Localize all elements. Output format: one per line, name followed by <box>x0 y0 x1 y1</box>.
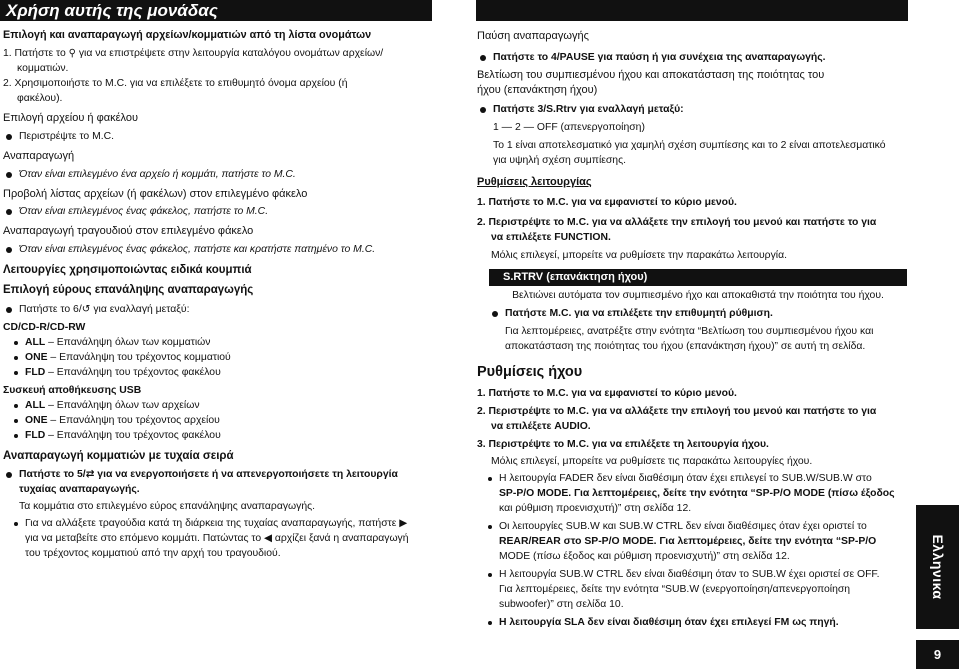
shuffle-change-cont: για να μεταβείτε στο επόμενο κομμάτι. Πατώντας το ◀ αρχίζει ξανά η αναπαραγωγή <box>25 533 409 544</box>
srtv-bar-more-1: Για λεπτομέρειες, ανατρέξτε στην ενότητα “Βελτίωση του συμπιεσμένου ήχου και <box>505 326 874 337</box>
srtv-bar-desc: Βελτιώνει αυτόματα τον συμπιεσμένο ήχο και αποκαθιστά την ποιότητα του ήχου. <box>512 290 884 301</box>
heading-select-from-list: Επιλογή και αναπαραγωγή αρχείων/κομματιών από τη λίστα ονομάτων <box>3 29 372 41</box>
audio-bullet-subw: Οι λειτουργίες SUB.W και SUB.W CTRL δεν είναι διαθέσιμες όταν έχει οριστεί το <box>477 519 907 534</box>
usb-all: ALL – Επανάληψη όλων των αρχείων <box>3 398 433 413</box>
usb-one: ONE – Επανάληψη του τρέχοντος αρχείου <box>3 413 433 428</box>
heading-playback: Αναπαραγωγή <box>3 150 75 162</box>
heading-view-list: Προβολή λίστας αρχείων (ή φακέλων) στον επιλεγμένο φάκελο <box>3 188 308 200</box>
heading-play-songs: Αναπαραγωγή τραγουδιού στον επιλεγμένο φάκελο <box>3 225 254 237</box>
srtv-bar-press: Πατήστε M.C. για να επιλέξετε την επιθυμητή ρύθμιση. <box>489 306 907 321</box>
shuffle-note: Τα κομμάτια στο επιλεγμένο εύρος επανάληψης αναπαραγωγής. <box>19 501 316 512</box>
shuffle-press-cont: τυχαίας αναπαραγωγής. <box>19 484 140 495</box>
srtv-values: 1 — 2 — OFF (απενεργοποίηση) <box>493 122 645 133</box>
shuffle-change-end: του τρέχοντος κομματιού από την αρχή του τραγουδιού. <box>25 548 281 559</box>
func-note: Μόλις επιλεγεί, μπορείτε να ρυθμίσετε την παρακάτω λειτουργία. <box>491 250 787 261</box>
heading-srtv: Βελτίωση του συμπιεσμένου ήχου και αποκατάσταση της ποιότητας του ήχου (επανάκτηση ήχου) <box>477 69 825 96</box>
shuffle-press-bullet: Πατήστε το 5/⇄ για να ενεργοποιήσετε ή να απενεργοποιήσετε τη λειτουργία <box>3 467 433 482</box>
srtv-press-bullet: Πατήστε 3/S.Rtrv για εναλλαγή μεταξύ: <box>477 102 907 117</box>
heading-function-settings: Ρυθμίσεις λειτουργίας <box>477 176 592 188</box>
srtv-desc-2: για υψηλή σχέση συμπίεσης. <box>493 155 626 166</box>
play-prev-icon: ◀ <box>263 533 272 544</box>
shuffle-change-bullet: Για να αλλάξετε τραγούδια κατά τη διάρκεια της τυχαίας αναπαραγωγής, πατήστε ▶ <box>3 516 433 531</box>
heading-shuffle: Αναπαραγωγή κομματιών με τυχαία σειρά <box>3 450 234 462</box>
audio-note: Μόλις επιλεγεί, μπορείτε να ρυθμίσετε τις παρακάτω λειτουργίες ήχου. <box>491 456 813 467</box>
audio-bullet-subw-ctrl-2: Για λεπτομέρειες, δείτε την ενότητα “SUB.W (ενεργοποίηση/απενεργοποίηση <box>499 584 851 595</box>
heading-select-file: Επιλογή αρχείου ή φακέλου <box>3 112 138 124</box>
audio-bullet-fader-2: SP-P/O MODE. Για λεπτομέρειες, δείτε την ενότητα “SP-P/O MODE (πίσω έξοδος <box>499 488 895 499</box>
view-list-bullet: Όταν είναι επιλεγμένος ένας φάκελος, πατήστε το M.C. <box>3 204 433 219</box>
audio-bullet-sla: Η λειτουργία SLA δεν είναι διαθέσιμη όταν έχει επιλεγεί FM ως πηγή. <box>477 615 907 630</box>
cd-heading: CD/CD-R/CD-RW <box>3 322 86 333</box>
page-title: Χρήση αυτής της μονάδας <box>0 0 432 21</box>
play-next-icon: ▶ <box>399 518 408 529</box>
heading-special-buttons: Λειτουργίες χρησιμοποιώντας ειδικά κουμπιά <box>3 264 252 276</box>
srtv-section-bar: S.RTRV (επανάκτηση ήχου) <box>489 269 907 286</box>
audio-step-2-cont: να επιλέξετε AUDIO. <box>491 421 591 432</box>
srtv-desc-1: Το 1 είναι αποτελεσματικό για χαμηλή σχέση συμπίεσης και το 2 είναι αποτελεσματικό <box>493 140 886 151</box>
audio-bullet-fader-3: και ρύθμιση προενισχυτή)” στη σελίδα 12. <box>499 503 692 514</box>
func-step-2: 2. Περιστρέψτε το M.C. για να αλλάξετε την επιλογή του μενού και πατήστε το για <box>477 217 877 228</box>
cd-all: ALL – Επανάληψη όλων των κομματιών <box>3 335 433 350</box>
repeat-icon: ↺ <box>81 304 91 315</box>
heading-repeat-range: Επιλογή εύρους επανάληψης αναπαραγωγής <box>3 284 254 296</box>
srtv-bar-more-2: αποκατάσταση της ποιότητας του ήχου (επανάκτηση ήχου)” σε αυτή τη σελίδα. <box>505 341 866 352</box>
audio-bullet-subw-ctrl-3: subwoofer)” στη σελίδα 10. <box>499 599 624 610</box>
heading-pause: Παύση αναπαραγωγής <box>477 30 589 42</box>
search-icon: ⚲ <box>68 48 76 59</box>
shuffle-icon: ⇄ <box>85 469 95 480</box>
right-column <box>477 28 907 630</box>
audio-step-3: 3. Περιστρέψτε το M.C. για να επιλέξετε τη λειτουργία ήχου. <box>477 439 769 450</box>
left-column <box>3 28 433 561</box>
rotate-mc-bullet: Περιστρέψτε το M.C. <box>3 129 433 144</box>
audio-bullet-subw-ctrl: Η λειτουργία SUB.W CTRL δεν είναι διαθέσιμη όταν το SUB.W έχει οριστεί σε OFF. <box>477 567 907 582</box>
step-2: 2. Χρησιμοποιήστε το M.C. για να επιλέξετε το επιθυμητό όνομα αρχείου (ή <box>3 78 348 89</box>
audio-bullet-subw-3: MODE (πίσω έξοδος και ρύθμιση προενισχυτή)” στη σελίδα 12. <box>499 551 790 562</box>
audio-bullet-fader: Η λειτουργία FADER δεν είναι διαθέσιμη όταν έχει επιλεγεί το SUB.W/SUB.W στο <box>477 471 907 486</box>
step-1: 1. Πατήστε το ⚲ για να επιστρέψετε στην λειτουργία καταλόγου ονομάτων αρχείων/ <box>3 48 384 59</box>
audio-step-1: 1. Πατήστε το M.C. για να εμφανιστεί το κύριο μενού. <box>477 388 737 399</box>
func-step-2-cont: να επιλέξετε FUNCTION. <box>491 232 611 243</box>
step-2-cont: φακέλου). <box>17 93 63 104</box>
heading-audio-settings: Ρυθμίσεις ήχου <box>477 364 583 380</box>
repeat-press-bullet: Πατήστε το 6/↺ για εναλλαγή μεταξύ: <box>3 302 433 317</box>
cd-one: ONE – Επανάληψη του τρέχοντος κομματιού <box>3 350 433 365</box>
language-tab: Ελληνικα <box>916 505 959 629</box>
pause-bullet: Πατήστε το 4/PAUSE για παύση ή για συνέχεια της αναπαραγωγής. <box>477 50 907 65</box>
page-number: 9 <box>916 640 959 669</box>
step-1-cont: κομματιών. <box>17 63 69 74</box>
func-step-1: 1. Πατήστε το M.C. για να εμφανιστεί το κύριο μενού. <box>477 197 737 208</box>
header-bar-right <box>476 0 908 21</box>
audio-step-2: 2. Περιστρέψτε το M.C. για να αλλάξετε την επιλογή του μενού και πατήστε το για <box>477 406 877 417</box>
play-songs-bullet: Όταν είναι επιλεγμένος ένας φάκελος, πατήστε και κρατήστε πατημένο το M.C. <box>3 242 433 257</box>
usb-heading: Συσκευή αποθήκευσης USB <box>3 385 142 396</box>
usb-fld: FLD – Επανάληψη του τρέχοντος φακέλου <box>3 428 433 443</box>
cd-fld: FLD – Επανάληψη του τρέχοντος φακέλου <box>3 365 433 380</box>
audio-bullet-subw-2: REAR/REAR στο SP-P/O MODE. Για λεπτομέρειες, δείτε την ενότητα “SP-P/O <box>499 536 877 547</box>
playback-bullet: Όταν είναι επιλεγμένο ένα αρχείο ή κομμάτι, πατήστε το M.C. <box>3 167 433 182</box>
